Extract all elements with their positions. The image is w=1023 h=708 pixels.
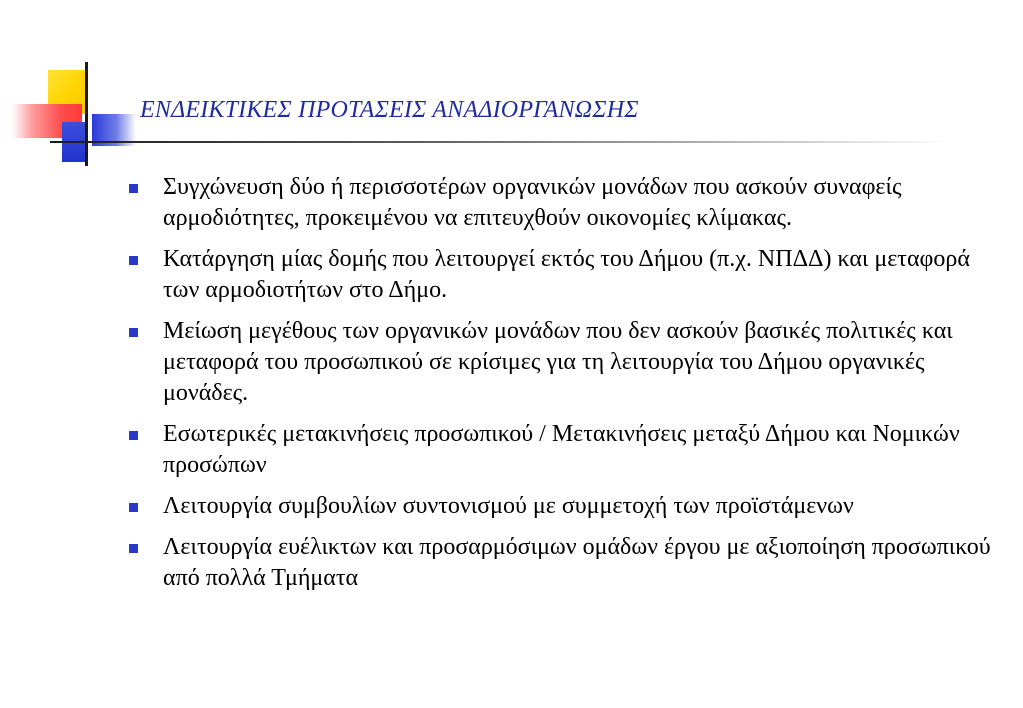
bullet-text: Συγχώνευση δύο ή περισσοτέρων οργανικών μονάδων που ασκούν συναφείς αρμοδιότητες, προκειμένου να επιτευχθούν οικονομίες κλίμακας. xyxy=(163,174,902,231)
title-divider xyxy=(50,141,950,143)
bullet-text: Εσωτερικές μετακινήσεις προσωπικού / Μετακινήσεις μεταξύ Δήμου και Νομικών προσώπων xyxy=(163,421,960,478)
bullet-item xyxy=(125,491,1005,522)
slide-title: ΕΝΔΕΙΚΤΙΚΕΣ ΠΡΟΤΑΣΕΙΣ ΑΝΑΔΙΟΡΓΑΝΩΣΗΣ xyxy=(140,97,639,123)
bullet-list xyxy=(125,172,1005,604)
square-bullet-icon xyxy=(129,328,138,337)
square-bullet-icon xyxy=(129,544,138,553)
square-bullet-icon xyxy=(129,503,138,512)
bullet-text: Μείωση μεγέθους των οργανικών μονάδων που δεν ασκούν βασικές πολιτικές και μεταφορά του προσωπικού σε κρίσιμες για τη λειτουργία του Δήμου οργανικές μονάδες. xyxy=(163,318,953,406)
square-bullet-icon xyxy=(129,431,138,440)
bullet-item xyxy=(125,244,1005,306)
squares-logo-icon xyxy=(0,0,150,180)
bullet-item xyxy=(125,532,1005,594)
bullet-text: Λειτουργία συμβουλίων συντονισμού με συμμετοχή των προϊστάμενων xyxy=(163,493,854,519)
bullet-text: Κατάργηση μίας δομής που λειτουργεί εκτός του Δήμου (π.χ. ΝΠΔΔ) και μεταφορά των αρμοδιοτήτων στο Δήμο. xyxy=(163,246,970,303)
bullet-item xyxy=(125,316,1005,409)
square-bullet-icon xyxy=(129,184,138,193)
logo-vertical-line xyxy=(85,62,88,166)
square-bullet-icon xyxy=(129,256,138,265)
bullet-text: Λειτουργία ευέλικτων και προσαρμόσιμων ομάδων έργου με αξιοποίηση προσωπικού από πολλά Τμήματα xyxy=(163,534,991,591)
bullet-item xyxy=(125,172,1005,234)
bullet-item xyxy=(125,419,1005,481)
